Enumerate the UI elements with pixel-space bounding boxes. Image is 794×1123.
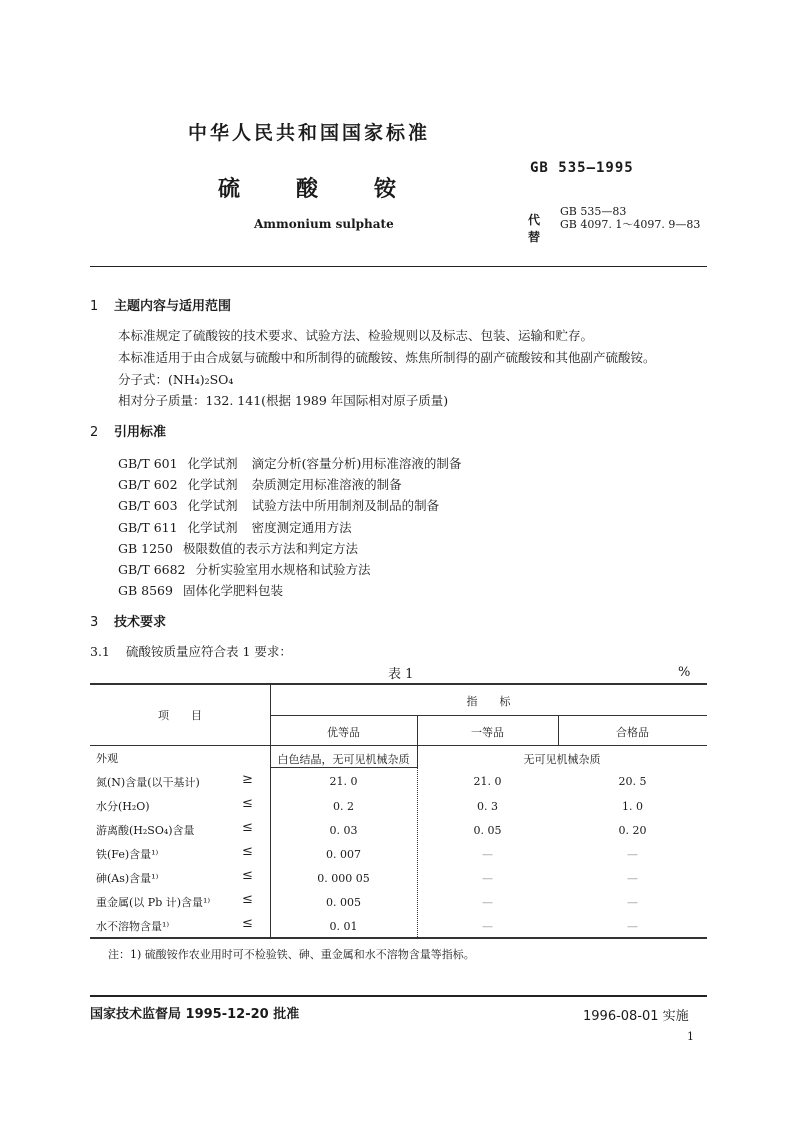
reference-code: GB/T 611 [118, 520, 178, 535]
comparison-symbol: ≥ [242, 772, 253, 787]
comparison-symbol: ≤ [242, 844, 253, 859]
cell-qualified: — [627, 872, 638, 885]
cell-qualified: — [627, 848, 638, 861]
section-2-heading [90, 421, 166, 440]
reference-item [118, 518, 352, 536]
cell-first: — [482, 920, 493, 933]
cell-first: 0. 05 [473, 824, 502, 837]
section-number: 1 [90, 299, 99, 314]
cell-qualified: — [627, 920, 638, 933]
reference-name: 密度测定通用方法 [251, 520, 352, 535]
reference-category: 化学试剂 [187, 477, 238, 492]
section-number: 2 [90, 425, 99, 440]
reference-category: 固体化学肥料包装 [182, 583, 283, 598]
approval-line: 国家技术监督局 1995-12-20 批准 [90, 1007, 300, 1022]
cell-premium: 白色结晶，无可见机械杂质 [277, 753, 410, 766]
comparison-symbol: ≤ [242, 796, 253, 811]
reference-item [118, 496, 439, 514]
table-bottom-border [90, 937, 707, 939]
replaced-standard: GB 4097. 1～4097. 9—83 [560, 218, 701, 231]
issuing-authority-title: 中华人民共和国国家标准 [188, 122, 431, 144]
section-1-heading [90, 295, 231, 314]
section-title: 引用标准 [114, 425, 167, 440]
header-divider [90, 266, 707, 267]
comparison-symbol: ≤ [242, 892, 253, 907]
reference-code: GB/T 603 [118, 498, 178, 513]
reference-category: 化学试剂 [187, 498, 238, 513]
section-title: 技术要求 [114, 615, 167, 630]
molecular-formula: 分子式：(NH₄)₂SO₄ [118, 372, 234, 387]
title-english: Ammonium sulphate [254, 217, 394, 231]
footer-divider [90, 995, 707, 997]
cell-premium: 0. 000 05 [317, 872, 370, 885]
reference-item [118, 560, 371, 578]
header-index: 指 标 [466, 695, 511, 708]
standard-number: GB 535—1995 [530, 160, 634, 176]
row-item: 砷(As)含量¹⁾ [96, 872, 159, 885]
row-item: 氮(N)含量(以干基计) [96, 776, 200, 789]
paragraph: 本标准适用于由合成氨与硫酸中和所制得的硫酸铵、炼焦所制得的副产硫酸铵和其他副产硫酸铵。 [118, 350, 656, 365]
replaces-list [560, 205, 700, 231]
subsection-number: 3.1 [90, 644, 110, 659]
row-item: 重金属(以 Pb 计)含量¹⁾ [96, 896, 211, 909]
cell-first: — [482, 848, 493, 861]
molecular-mass: 相对分子质量：132. 141(根据 1989 年国际相对原子质量) [118, 393, 449, 408]
title-char: 硫 [218, 177, 241, 202]
grade-qualified: 合格品 [616, 726, 649, 739]
table-line [270, 715, 707, 716]
reference-code: GB/T 602 [118, 477, 178, 492]
reference-item [118, 539, 358, 557]
cell-first: 0. 3 [477, 800, 498, 813]
subsection-3-1 [90, 642, 292, 660]
comparison-symbol: ≤ [242, 868, 253, 883]
row-item: 外观 [96, 752, 118, 765]
paragraph: 本标准规定了硫酸铵的技术要求、试验方法、检验规则以及标志、包装、运输和贮存。 [118, 328, 594, 343]
reference-item [118, 475, 402, 493]
reference-category: 化学试剂 [187, 520, 238, 535]
cell-first: 21. 0 [473, 775, 502, 788]
quality-table [90, 683, 707, 938]
cell-premium: 0. 005 [326, 896, 361, 909]
grade-premium: 优等品 [327, 726, 360, 739]
table-top-border [90, 683, 707, 685]
document-title [218, 172, 396, 203]
comparison-symbol: ≤ [242, 916, 253, 931]
cell-first: — [482, 896, 493, 909]
replaces-label: 代替 [528, 213, 541, 244]
reference-name: 试验方法中所用制剂及制品的制备 [251, 498, 440, 513]
reference-category: 化学试剂 [187, 456, 238, 471]
title-char: 铵 [374, 177, 397, 202]
title-char: 酸 [296, 177, 319, 202]
cell-premium: 0. 03 [329, 824, 358, 837]
reference-item [118, 581, 283, 599]
reference-name: 杂质测定用标准溶液的制备 [251, 477, 402, 492]
header-item: 项 目 [158, 709, 202, 722]
cell-premium: 21. 0 [329, 775, 358, 788]
subsection-text: 硫酸铵质量应符合表 1 要求： [126, 644, 292, 659]
section-title: 主题内容与适用范围 [114, 299, 232, 314]
implementation-date: 1996-08-01 实施 [583, 1009, 689, 1024]
grade-first: 一等品 [471, 726, 504, 739]
reference-code: GB/T 6682 [118, 562, 186, 577]
cell-qualified: 1. 0 [622, 800, 643, 813]
table-line [90, 745, 707, 746]
reference-item [118, 454, 461, 472]
table-footnote: 注：1) 硫酸铵作农业用时可不检验铁、砷、重金属和水不溶物含量等指标。 [108, 948, 475, 961]
replaced-standard: GB 535—83 [560, 205, 627, 218]
cell-qualified: 20. 5 [618, 775, 647, 788]
table-caption: 表 1 [388, 667, 414, 682]
section-number: 3 [90, 615, 99, 630]
page-number: 1 [687, 1030, 694, 1043]
reference-code: GB 1250 [118, 541, 173, 556]
comparison-symbol: ≤ [242, 820, 253, 835]
row-item: 铁(Fe)含量¹⁾ [96, 848, 159, 861]
cell-first: — [482, 872, 493, 885]
reference-category: 极限数值的表示方法和判定方法 [182, 541, 358, 556]
cell-premium: 0. 007 [326, 848, 361, 861]
table-line [270, 767, 417, 768]
cell-first-qualified: 无可见机械杂质 [523, 753, 601, 766]
cell-premium: 0. 2 [333, 800, 354, 813]
section-3-heading [90, 611, 166, 630]
row-item: 水不溶物含量¹⁾ [96, 920, 170, 933]
cell-qualified: 0. 20 [618, 824, 647, 837]
reference-code: GB/T 601 [118, 456, 178, 471]
table-unit: % [678, 665, 691, 680]
cell-qualified: — [627, 896, 638, 909]
row-item: 水分(H₂O) [96, 800, 150, 813]
cell-premium: 0. 01 [329, 920, 358, 933]
row-item: 游离酸(H₂SO₄)含量 [96, 824, 195, 837]
reference-name: 滴定分析(容量分析)用标准溶液的制备 [251, 456, 462, 471]
reference-category: 分析实验室用水规格和试验方法 [195, 562, 371, 577]
reference-code: GB 8569 [118, 583, 173, 598]
